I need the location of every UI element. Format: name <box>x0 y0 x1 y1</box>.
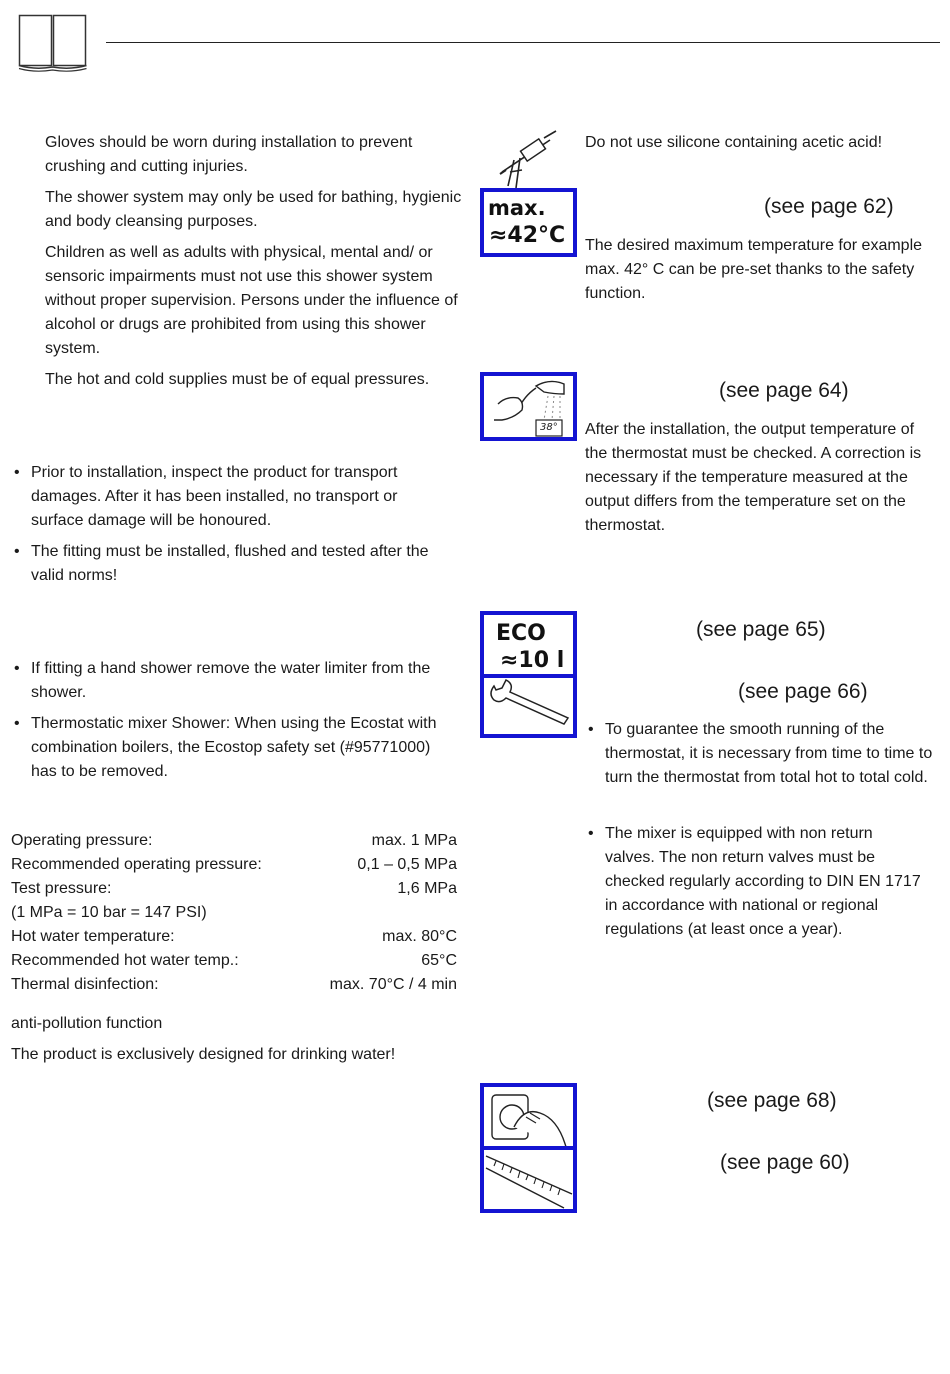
spec-label: Thermal disinfection: <box>11 976 159 993</box>
eco-icon-line2: ≈10 l <box>500 648 565 673</box>
calibration-icon <box>480 372 577 441</box>
page-ref-60: (see page 60) <box>720 1151 850 1174</box>
wrench-icon <box>480 674 577 738</box>
max-temperature-icon <box>480 188 577 257</box>
safety-note-gloves: Gloves should be worn during installation to prevent crushing and cutting injuries. <box>45 134 413 175</box>
spec-row <box>11 901 457 925</box>
spec-label: Operating pressure: <box>11 832 153 849</box>
spec-row <box>11 853 457 877</box>
page-ref-62: (see page 62) <box>764 195 894 218</box>
header-rule <box>106 42 940 43</box>
safety-note-supervision: Children as well as adults with physical, mental and/ or sensoric impairments must not use this shower system without proper supervision. Persons under the influence of alcohol or drugs are prohibited from using this shower system. <box>45 244 458 357</box>
safety-note-pressures: The hot and cold supplies must be of equal pressures. <box>45 371 430 388</box>
max-temperature-text: The desired maximum temperature for example max. 42° C can be pre-set thanks to the safety function. <box>585 237 923 302</box>
anti-pollution-label: anti-pollution function <box>11 1015 163 1032</box>
list-item: • Thermostatic mixer Shower: When using the Ecostat with combination boilers, the Ecostop safety set (#95771000) has to be removed. <box>31 712 451 784</box>
spec-value: max. 70°C / 4 min <box>329 976 457 993</box>
drinking-water-note: The product is exclusively designed for drinking water! <box>11 1046 396 1063</box>
ruler-icon <box>480 1146 577 1213</box>
calibration-text: After the installation, the output temperature of the thermostat must be checked. A correction is necessary if the temperature measured at the output differs from the temperature set on the thermostat. <box>585 421 922 534</box>
eco-icon-line1: ECO <box>496 621 546 646</box>
spec-label: (1 MPa = 10 bar = 147 PSI) <box>11 904 207 921</box>
hand-shower-icon <box>484 376 573 437</box>
spec-value: 0,1 – 0,5 MPa <box>357 856 457 873</box>
handle-adjust-icon <box>480 1083 577 1152</box>
spec-label: Recommended hot water temp.: <box>11 952 239 969</box>
page-ref-65: (see page 65) <box>696 618 826 641</box>
list-item: • The mixer is equipped with non return valves. The non return valves must be checked regularly according to DIN EN 1717 in accordance with national or regional regulations (at least once a year). <box>605 822 925 942</box>
book-icon <box>18 14 88 72</box>
spec-value: 1,6 MPa <box>397 880 457 897</box>
spec-label: Hot water temperature: <box>11 928 175 945</box>
page-ref-68: (see page 68) <box>707 1089 837 1112</box>
spec-label: Recommended operating pressure: <box>11 856 262 873</box>
list-item: • If fitting a hand shower remove the water limiter from the shower. <box>31 657 461 705</box>
silicone-warning: Do not use silicone containing acetic acid! <box>585 134 883 151</box>
spec-row <box>11 877 457 901</box>
spec-value: 65°C <box>421 952 457 969</box>
list-item: • Prior to installation, inspect the product for transport damages. After it has been installed, no transport or surface damage will be honoured. <box>31 461 451 533</box>
page-ref-66: (see page 66) <box>738 680 868 703</box>
calibration-reading: 38° <box>540 422 558 433</box>
silicone-gun-icon <box>494 130 564 190</box>
list-item: • To guarantee the smooth running of the thermostat, it is necessary from time to time to turn the thermostat from total hot to total cold. <box>605 718 941 790</box>
spec-row <box>11 973 457 997</box>
safety-note-usage: The shower system may only be used for bathing, hygienic and body cleansing purposes. <box>45 189 462 230</box>
max-temp-icon-line2: ≈42°C <box>489 223 566 248</box>
spec-row <box>11 925 457 949</box>
list-item: • The fitting must be installed, flushed and tested after the valid norms! <box>31 540 451 588</box>
spec-value: max. 1 MPa <box>371 832 457 849</box>
eco-icon <box>480 611 577 680</box>
spec-label: Test pressure: <box>11 880 112 897</box>
spec-row <box>11 829 457 853</box>
max-temp-icon-line1: max. <box>488 196 546 220</box>
spec-value: max. 80°C <box>382 928 457 945</box>
spec-row <box>11 949 457 973</box>
page-ref-64: (see page 64) <box>719 379 849 402</box>
